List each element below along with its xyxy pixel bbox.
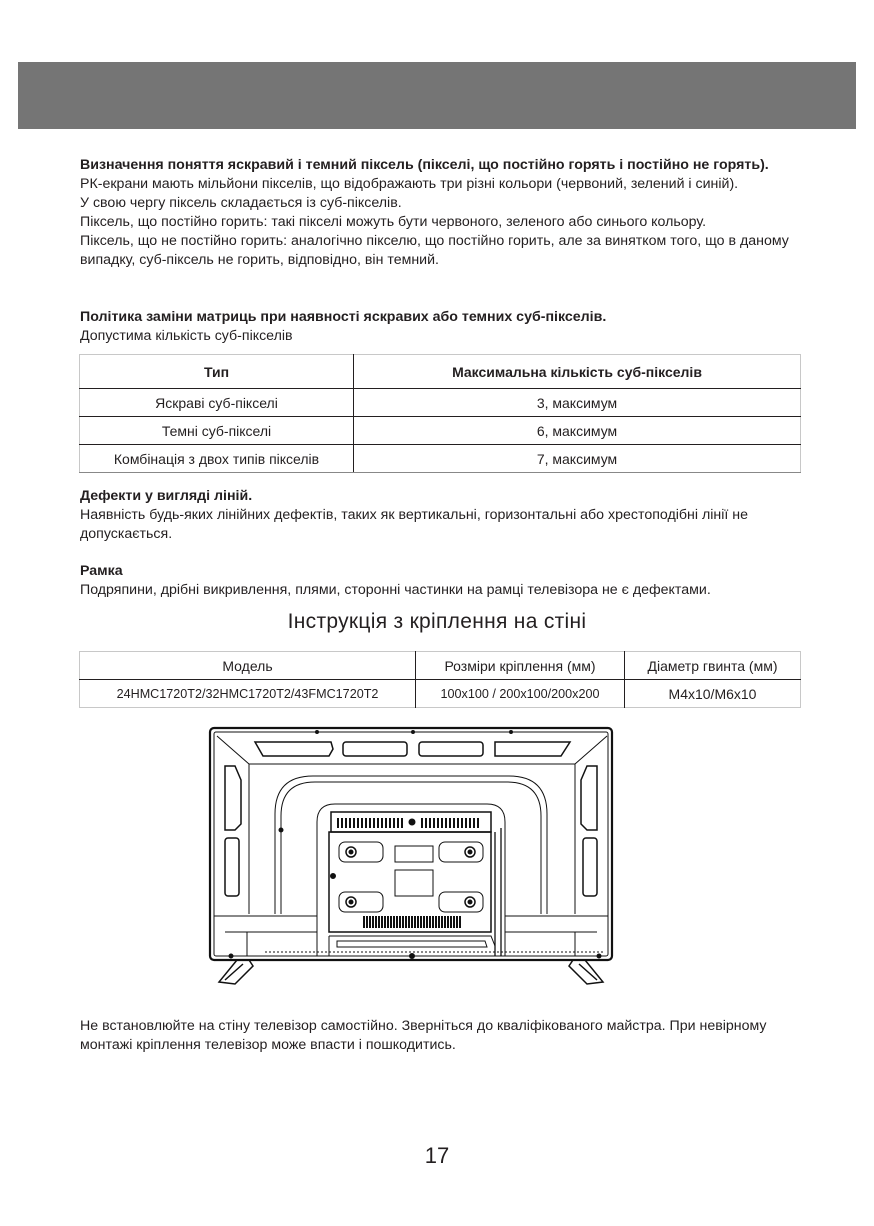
tv-arch-rib (275, 776, 547, 914)
tv-mount-pad (439, 842, 483, 862)
tv-screw-dot (410, 954, 415, 959)
tv-vent-grille (338, 818, 478, 828)
tv-side-slot (225, 838, 239, 896)
table-header-type: Тип (80, 355, 354, 389)
tv-left-stand (219, 960, 253, 984)
tv-screw-hole (409, 819, 415, 825)
tv-vesa-hole (468, 850, 472, 854)
pixel-definition-line: Піксель, що постійно горить: такі пікселі можуть бути червоного, зеленого або синього кольору. (80, 214, 707, 230)
table-cell-max: 6, максимум (354, 417, 801, 445)
table-row (80, 680, 801, 708)
tv-bottom-grille (364, 916, 460, 928)
table-header-model: Модель (80, 652, 416, 680)
pixel-definition-line: Піксель, що не постійно горить: аналогічно пікселю, що постійно горить, але за винятком того, що в даному випадку, суб-піксель не горить, відповідно, він темний. (80, 233, 789, 268)
tv-cable-channel (495, 828, 501, 956)
tv-vesa-hole (349, 850, 353, 854)
table-cell-model: 24HMC1720T2/32HMC1720T2/43FMC1720T2 (80, 680, 416, 708)
wall-mount-table (79, 651, 801, 708)
header-bar (18, 62, 856, 129)
table-cell-type: Яскраві суб-пікселі (80, 389, 354, 417)
table-cell-type: Темні суб-пікселі (80, 417, 354, 445)
table-header-mount-size: Розміри кріплення (мм) (416, 652, 625, 680)
replacement-policy-section (80, 308, 820, 346)
table-header-row (80, 652, 801, 680)
wall-mount-warning-text: Не встановлюйте на стіну телевізор самостійно. Зверніться до кваліфікованого майстра. При невірному монтажі кріплення телевізор може впасти і пошкодитись. (80, 1018, 767, 1053)
wall-mount-title: Інструкція з кріплення на стіні (287, 610, 587, 633)
tv-side-slot (581, 766, 597, 830)
tv-screw-dot (597, 954, 601, 958)
pixel-definition-line: У свою чергу піксель складається із суб-пікселів. (80, 195, 402, 211)
tv-screw-dot (229, 954, 233, 958)
subpixel-table (79, 354, 801, 473)
tv-vesa-hole (349, 900, 353, 904)
line-defects-heading: Дефекти у вигляді ліній. (80, 488, 253, 504)
line-defects-section (80, 487, 820, 544)
table-header-max: Максимальна кількість суб-пікселів (354, 355, 801, 389)
table-cell-type: Комбінація з двох типів пікселів (80, 445, 354, 473)
table-row (80, 445, 801, 473)
tv-top-slot (419, 742, 483, 756)
tv-label-area (395, 870, 433, 896)
replacement-policy-heading: Політика заміни матриць при наявності яскравих або темних суб-пікселів. (80, 309, 607, 325)
frame-heading: Рамка (80, 563, 123, 579)
tv-rear-view-illustration (205, 724, 617, 990)
page-number: 17 (424, 1143, 450, 1168)
table-cell-mount-size: 100x100 / 200x100/200x200 (416, 680, 625, 708)
frame-text: Подряпини, дрібні викривлення, плями, сторонні частинки на рамці телевізора не є дефектами. (80, 582, 711, 598)
tv-screw-dot (279, 828, 283, 832)
wall-mount-warning (80, 1017, 820, 1055)
table-cell-screw: M4x10/M6x10 (668, 685, 757, 702)
tv-side-slot (225, 766, 241, 830)
tv-screw-dot (510, 731, 513, 734)
line-defects-text: Наявність будь-яких лінійних дефектів, таких як вертикальні, горизонтальні або хрестоподібні лінії не допускається. (80, 507, 748, 542)
tv-label-area (395, 846, 433, 862)
pixel-definition-section (80, 156, 820, 270)
table-cell-max: 7, максимум (354, 445, 801, 473)
tv-top-slot (495, 742, 570, 756)
table-row (80, 417, 801, 445)
tv-screw-dot (316, 731, 319, 734)
tv-screw-dot (331, 874, 336, 879)
tv-vesa-hole (468, 900, 472, 904)
table-header-screw: Діаметр гвинта (мм) (625, 652, 801, 680)
tv-side-slot (583, 838, 597, 896)
table-header-row (80, 355, 801, 389)
table-cell-max: 3, максимум (354, 389, 801, 417)
replacement-policy-subheading: Допустима кількість суб-пікселів (80, 328, 293, 344)
frame-section (80, 562, 820, 600)
tv-screw-dot (412, 731, 415, 734)
tv-mount-pad (439, 892, 483, 912)
pixel-definition-line: РК-екрани мають мільйони пікселів, що відображають три різні кольори (червоний, зелений і синій). (80, 176, 739, 192)
pixel-definition-heading: Визначення поняття яскравий і темний піксель (пікселі, що постійно горять і постійно не горять). (80, 157, 769, 173)
tv-right-stand (569, 960, 603, 984)
tv-top-slot (255, 742, 333, 756)
tv-top-slot (343, 742, 407, 756)
tv-arch-rib (281, 782, 541, 914)
table-row (80, 389, 801, 417)
